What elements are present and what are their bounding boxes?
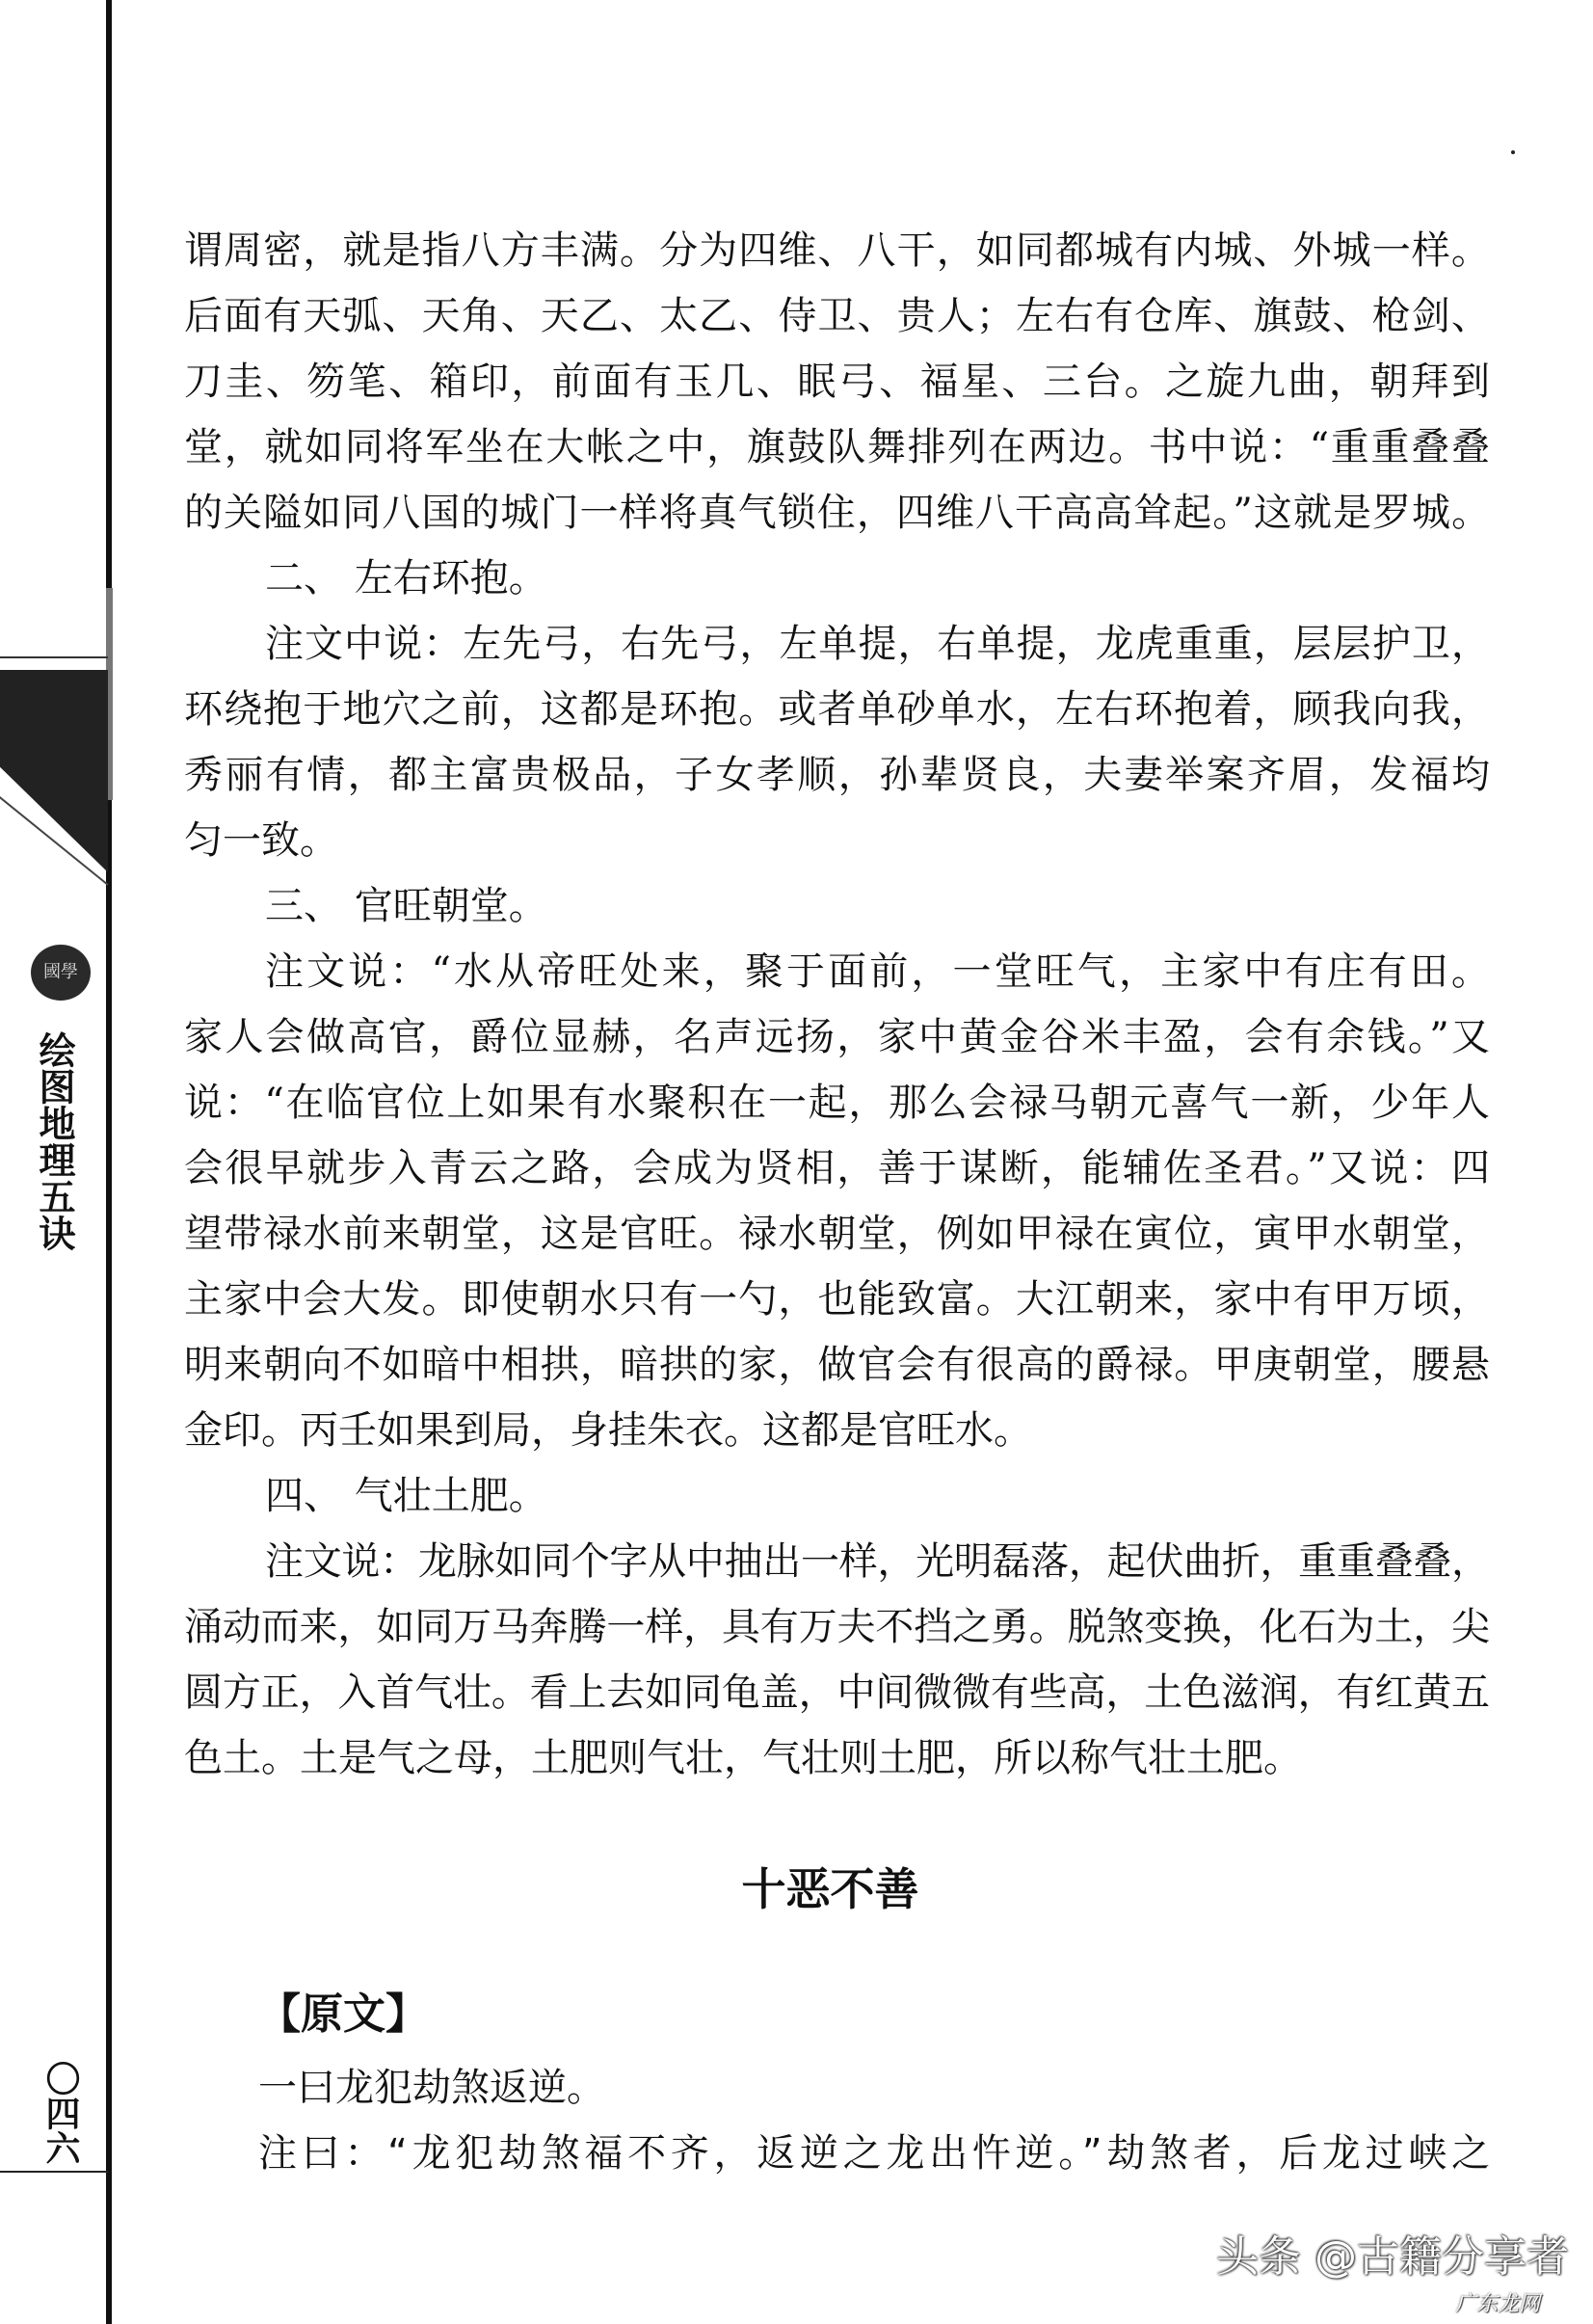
text-line: 色土。土是气之母，土肥则气壮，气壮则土肥，所以称气壮土肥。 (184, 1736, 1302, 1780)
text-line: 说：“在临官位上如果有水聚积在一起，那么会禄马朝元喜气一新，少年人 (184, 1081, 1492, 1125)
watermark-site: 广东龙网 (1455, 2292, 1541, 2316)
text-line: 望带禄水前来朝堂，这是官旺。禄水朝堂，例如甲禄在寅位，寅甲水朝堂， (184, 1212, 1491, 1256)
original-text-label: 【原文】 (258, 1990, 428, 2039)
text-line: 一曰龙犯劫煞返逆。 (258, 2066, 605, 2110)
section-heading: 三、 官旺朝堂。 (265, 884, 547, 928)
text-line: 的关隘如同八国的城门一样将真气锁住，四维八干高高耸起。”这就是罗城。 (184, 491, 1492, 535)
text-line: 圆方正，入首气壮。看上去如同龟盖，中间微微有些高，土色滋润，有红黄五 (184, 1670, 1490, 1715)
text-line: 注文说：龙脉如同个字从中抽出一样，光明磊落，起伏曲折，重重叠叠， (265, 1539, 1490, 1584)
chapter-title: 十恶不善 (741, 1863, 919, 1915)
page-number-rule (0, 2171, 108, 2173)
text-line: 后面有天弧、天角、天乙、太乙、侍卫、贵人；左右有仓库、旗鼓、枪剑、 (184, 294, 1491, 338)
text-line: 谓周密，就是指八方丰满。分为四维、八干，如同都城有内城、外城一样。 (184, 228, 1491, 273)
watermark: 头条 @古籍分享者 (1216, 2232, 1569, 2282)
text-line: 会很早就步入青云之路，会成为贤相，善于谋断，能辅佐圣君。”又说：四 (184, 1146, 1493, 1190)
text-line: 注曰：“龙犯劫煞福不齐，返逆之龙出忤逆。”劫煞者，后龙过峡之 (258, 2131, 1495, 2176)
text-line: 金印。丙壬如果到局，身挂朱衣。这都是官旺水。 (184, 1408, 1032, 1453)
text-line: 注文中说：左先弓，右先弓，左单提，右单提，龙虎重重，层层护卫， (265, 622, 1491, 666)
text-line: 明来朝向不如暗中相拱，暗拱的家，做官会有很高的爵禄。甲庚朝堂，腰悬 (184, 1343, 1491, 1387)
seal-stamp-icon (31, 945, 91, 1001)
text-line: 注文说：“水从帝旺处来，聚于面前，一堂旺气，主家中有庄有田。 (265, 949, 1494, 994)
book-title-vertical: 绘图地理五诀 (33, 1031, 75, 1251)
text-line: 环绕抱于地穴之前，这都是环抱。或者单砂单水，左右环抱着，顾我向我， (184, 687, 1491, 732)
text-line: 主家中会大发。即使朝水只有一勺，也能致富。大江朝来，家中有甲万顷， (184, 1277, 1491, 1322)
text-line: 堂，就如同将军坐在大帐之中，旗鼓队舞排列在两边。书中说：“重重叠叠 (184, 425, 1492, 469)
text-line: 秀丽有情，都主富贵极品，子女孝顺，孙辈贤良，夫妻举案齐眉，发福均 (184, 753, 1493, 797)
text-line: 匀一致。 (184, 818, 338, 863)
seal-text: 國學 (43, 962, 78, 982)
body-text (184, 218, 1494, 1791)
book-spine-edge (106, 0, 112, 2324)
section-heading: 四、 气壮土肥。 (265, 1474, 547, 1518)
page-number: 〇四六 (40, 2061, 81, 2165)
text-line: 涌动而来，如同万马奔腾一样，具有万夫不挡之勇。脱煞变换，化石为土，尖 (184, 1605, 1490, 1649)
spine-divider (0, 656, 108, 658)
section-heading: 二、 左右环抱。 (265, 556, 547, 601)
scan-speck (1511, 150, 1515, 154)
text-line: 家人会做高官，爵位显赫，名声远扬，家中黄金谷米丰盈，会有余钱。”又 (184, 1015, 1493, 1059)
text-line: 刀圭、笏笔、箱印，前面有玉几、眠弓、福星、三台。之旋九曲，朝拜到 (184, 360, 1493, 404)
